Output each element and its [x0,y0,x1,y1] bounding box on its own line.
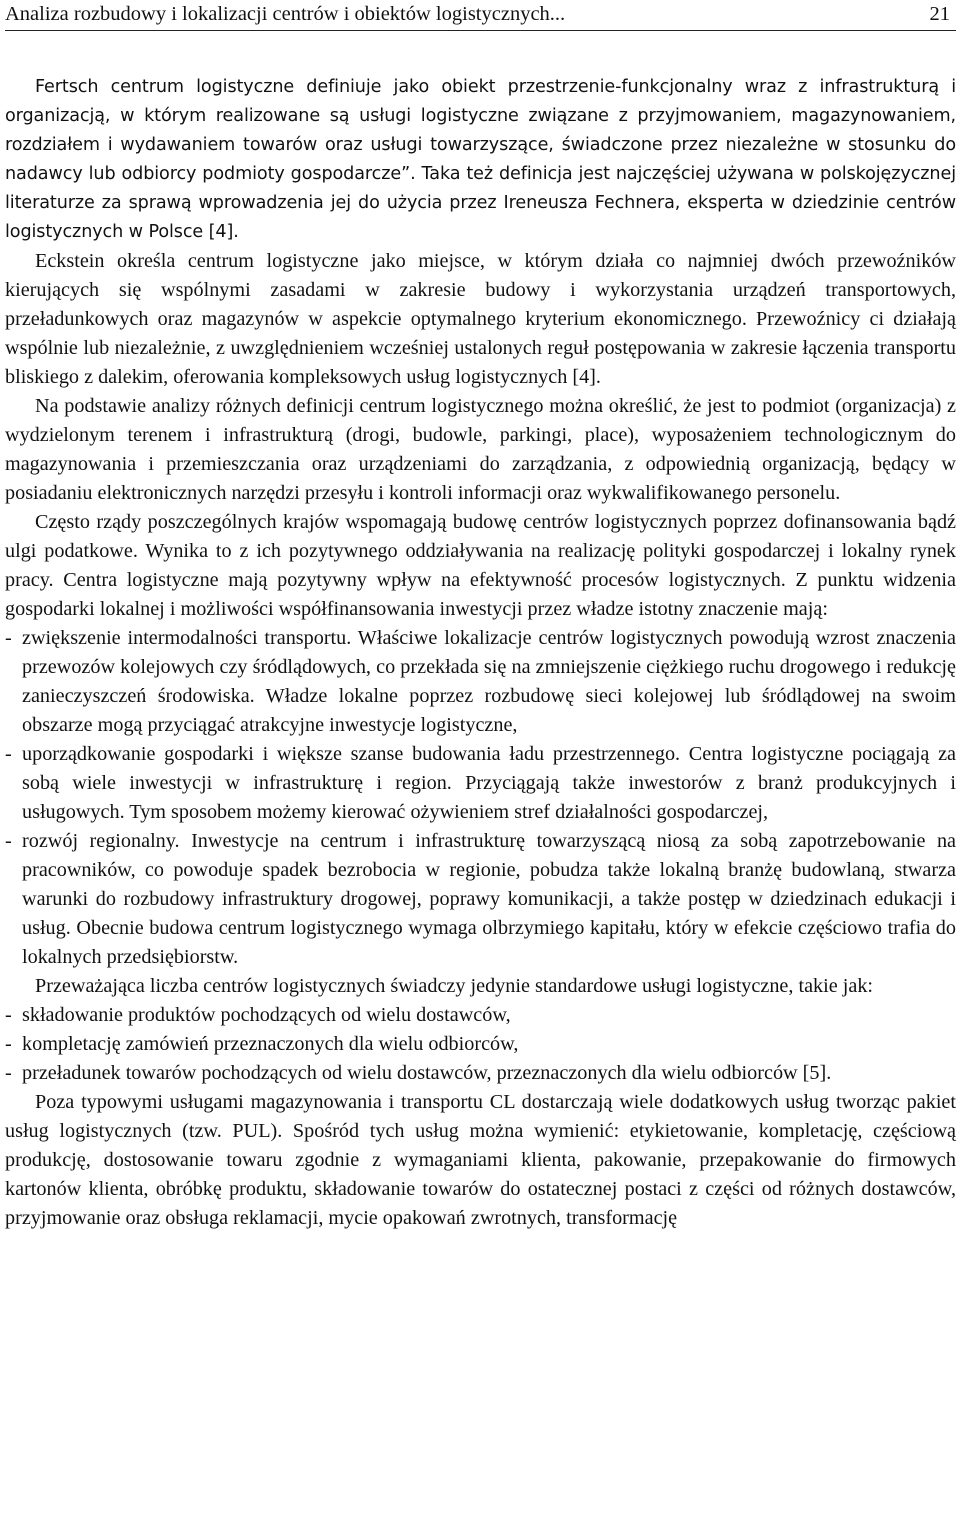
list-dash: - [5,1004,12,1026]
list-item-text: rozwój regionalny. Inwestycje na centrum i infrastrukturę towarzyszącą niosą za sobą zapotrzebowanie na pracowników, co powoduje spadek bezrobocia w regionie, pobudza także lokalną branżę budowlaną, stwarza warunki do rozbudowy infrastruktury drogowej, poprawy komunikacji, a także postęp w dziedzinach edukacji i usług. Obecnie budowa centrum logistycznego wymaga olbrzymiego kapitału, który w efekcie częściowo trafia do lokalnych przedsiębiorstw. [22,830,956,968]
list-item [5,740,956,827]
list-dash: - [5,627,12,649]
list-dash: - [5,743,12,765]
list-item [5,1001,956,1030]
paragraph-synthesis-definition: Na podstawie analizy różnych definicji centrum logistycznego można określić, że jest to podmiot (organizacja) z wydzielonym terenem i infrastrukturą (drogi, budowle, parkingi, place), wyposażeniem technologicznym do magazynowania i przemieszczania oraz urządzeniami do zarządzania, z odpowiednią organizacją, będący w posiadaniu elektronicznych narzędzi przesyłu i kontroli informacji oraz wykwalifikowanego personelu. [5,395,956,504]
paragraph-government-support: Często rządy poszczególnych krajów wspomagają budowę centrów logistycznych poprzez dofinansowania bądź ulgi podatkowe. Wynika to z ich pozytywnego oddziaływania na realizację polityki gospodarczej i lokalny rynek pracy. Centra logistyczne mają pozytywny wpływ na efektywność procesów logistycznych. Z punktu widzenia gospodarki lokalnej i możliwości współfinansowania inwestycji przez władze istotny znaczenie mają: [5,511,956,620]
paragraph-fertsch-definition: Fertsch centrum logistyczne definiuje jako obiekt przestrzenie-funkcjonalny wraz z infrastrukturą i organizacją, w którym realizowane są usługi logistyczne związane z przyjmowaniem, magazynowaniem, rozdziałem i wydawaniem towarów oraz usługi towarzyszące, świadczone przez niezależne w stosunku do nadawcy lub odbiorcy podmioty gospodarcze”. Taka też definicja jest najczęściej używana w polskojęzycznej literaturze za sprawą wprowadzenia jej do użycia przez Ireneusza Fechnera, eksperta w dziedzinie centrów logistycznych w Polsce [4]. [5,77,956,242]
list-item [5,827,956,972]
running-header [5,0,956,31]
page-number: 21 [929,3,950,25]
list-dash: - [5,1062,12,1084]
list-item-text: kompletację zamówień przeznaczonych dla wielu odbiorców, [22,1033,519,1055]
list-item [5,624,956,740]
list-item [5,1059,956,1088]
list-item-text: przeładunek towarów pochodzących od wielu dostawców, przeznaczonych dla wielu odbiorców [5]. [22,1062,832,1084]
paragraph-standard-services: Przeważająca liczba centrów logistycznych świadczy jedynie standardowe usługi logistyczne, takie jak: [35,975,874,997]
header-title: Analiza rozbudowy i lokalizacji centrów i obiektów logistycznych... [5,3,566,25]
paragraph-additional-services: Poza typowymi usługami magazynowania i transportu CL dostarczają wiele dodatkowych usług tworząc pakiet usług logistycznych (tzw. PUL). Spośród tych usług można wymienić: etykietowanie, kompletację, częściową produkcję, dostosowanie towaru zgodnie z wymaganiami klienta, pakowanie, przepakowanie do firmowych kartonów klienta, obróbkę produktu, składowanie towarów do ostatecznej postaci z części od różnych dostawców, przyjmowanie oraz obsługa reklamacji, mycie opakowań zwrotnych, transformację [5,1091,956,1229]
list-dash: - [5,830,12,852]
benefits-list [5,624,956,972]
list-item-text: zwiększenie intermodalności transportu. Właściwe lokalizacje centrów logistycznych powodują wzrost znaczenia przewozów kolejowych czy śródlądowych, co przekłada się na zmniejszenie ciężkiego ruchu drogowego i redukcję zanieczyszczeń środowiska. Władze lokalne poprzez rozbudowę sieci kolejowej lub śródlądowej na swoim obszarze mogą przyciągać atrakcyjne inwestycje logistyczne, [22,627,956,736]
list-dash: - [5,1033,12,1055]
paragraph-eckstein-definition: Eckstein określa centrum logistyczne jako miejsce, w którym działa co najmniej dwóch przewoźników kierujących się wspólnymi zasadami w zakresie budowy i wykorzystania urządzeń transportowych, przeładunkowych oraz magazynów w aspekcie optymalnego kryterium ekonomicznego. Przewoźnicy ci działają wspólnie lub niezależnie, z uwzględnieniem wcześniej ustalonych reguł postępowania w zakresie łączenia transportu bliskiego z dalekim, oferowania kompleksowych usług logistycznych [4]. [5,250,956,388]
list-item [5,1030,956,1059]
list-item-text: uporządkowanie gospodarki i większe szanse budowania ładu przestrzennego. Centra logistyczne pociągają za sobą wiele inwestycji w infrastrukturę i region. Przyciągają także inwestorów z branż produkcyjnych i usługowych. Tym sposobem możemy kierować ożywieniem stref działalności gospodarczej, [22,743,956,823]
list-item-text: składowanie produktów pochodzących od wielu dostawców, [22,1004,511,1026]
standard-services-list [5,1001,956,1088]
